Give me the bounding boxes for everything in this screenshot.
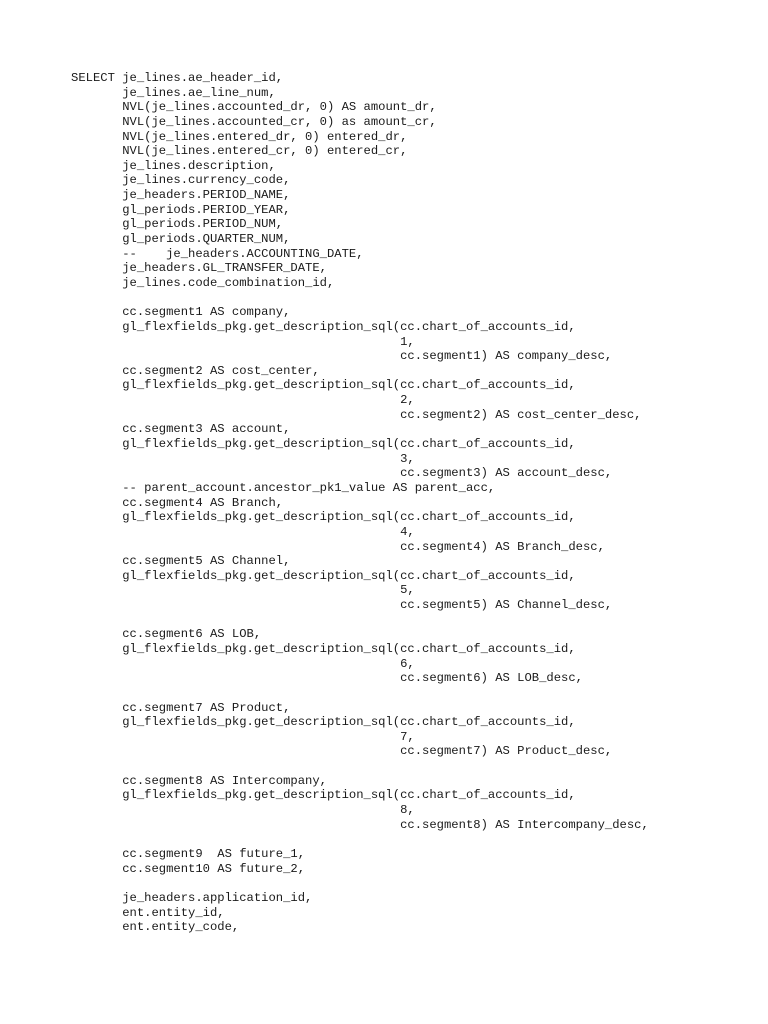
code-line: gl_periods.PERIOD_YEAR, bbox=[71, 202, 291, 217]
blank-line bbox=[71, 832, 649, 847]
code-line: -- parent_account.ancestor_pk1_value AS parent_acc, bbox=[71, 480, 496, 495]
code-line: 2, bbox=[71, 393, 415, 408]
code-line: cc.segment8) AS Intercompany_desc, bbox=[71, 817, 649, 832]
code-line: je_headers.PERIOD_NAME, bbox=[71, 188, 291, 203]
code-line: cc.segment10 AS future_2, bbox=[71, 861, 306, 876]
code-line: 6, bbox=[71, 656, 415, 671]
code-line: -- je_headers.ACCOUNTING_DATE, bbox=[71, 246, 364, 261]
code-line: je_lines.currency_code, bbox=[71, 173, 291, 188]
code-line: gl_flexfields_pkg.get_description_sql(cc.chart_of_accounts_id, bbox=[71, 437, 576, 452]
code-line: SELECT je_lines.ae_header_id, bbox=[71, 71, 284, 85]
code-line: cc.segment6 AS LOB, bbox=[71, 627, 262, 642]
code-line: gl_flexfields_pkg.get_description_sql(cc.chart_of_accounts_id, bbox=[71, 641, 576, 656]
code-line: 5, bbox=[71, 583, 415, 598]
code-line: 3, bbox=[71, 451, 415, 466]
code-line: 7, bbox=[71, 729, 415, 744]
blank-line bbox=[71, 759, 649, 774]
code-line: cc.segment8 AS Intercompany, bbox=[71, 773, 327, 788]
code-line: cc.segment4 AS Branch, bbox=[71, 495, 284, 510]
blank-line bbox=[71, 291, 649, 306]
sql-code-block bbox=[71, 71, 649, 935]
code-line: NVL(je_lines.entered_cr, 0) entered_cr, bbox=[71, 144, 408, 159]
code-line: gl_flexfields_pkg.get_description_sql(cc.chart_of_accounts_id, bbox=[71, 319, 576, 334]
code-line: NVL(je_lines.entered_dr, 0) entered_dr, bbox=[71, 129, 408, 144]
code-line: cc.segment2 AS cost_center, bbox=[71, 363, 320, 378]
code-line: gl_periods.QUARTER_NUM, bbox=[71, 232, 291, 247]
blank-line bbox=[71, 613, 649, 628]
code-line: 1, bbox=[71, 334, 415, 349]
code-line: je_lines.code_combination_id, bbox=[71, 275, 335, 290]
code-line: je_lines.ae_line_num, bbox=[71, 85, 276, 100]
code-line: 8, bbox=[71, 803, 415, 818]
code-line: cc.segment6) AS LOB_desc, bbox=[71, 671, 583, 686]
code-line: gl_flexfields_pkg.get_description_sql(cc.chart_of_accounts_id, bbox=[71, 510, 576, 525]
code-line: 4, bbox=[71, 524, 415, 539]
code-line: cc.segment1 AS company, bbox=[71, 305, 291, 320]
code-line: cc.segment3 AS account, bbox=[71, 422, 291, 437]
code-line: cc.segment5 AS Channel, bbox=[71, 554, 291, 569]
code-line: ent.entity_code, bbox=[71, 920, 240, 935]
code-line: gl_flexfields_pkg.get_description_sql(cc.chart_of_accounts_id, bbox=[71, 378, 576, 393]
code-line: cc.segment9 AS future_1, bbox=[71, 846, 306, 861]
code-line: ent.entity_id, bbox=[71, 905, 225, 920]
code-line: cc.segment7 AS Product, bbox=[71, 700, 291, 715]
code-line: gl_flexfields_pkg.get_description_sql(cc.chart_of_accounts_id, bbox=[71, 715, 576, 730]
code-line: cc.segment5) AS Channel_desc, bbox=[71, 598, 613, 613]
code-line: cc.segment4) AS Branch_desc, bbox=[71, 539, 605, 554]
code-line: je_headers.GL_TRANSFER_DATE, bbox=[71, 261, 327, 276]
code-line: cc.segment2) AS cost_center_desc, bbox=[71, 407, 642, 422]
code-line: cc.segment3) AS account_desc, bbox=[71, 466, 613, 481]
code-line: cc.segment1) AS company_desc, bbox=[71, 349, 613, 364]
code-line: gl_flexfields_pkg.get_description_sql(cc.chart_of_accounts_id, bbox=[71, 788, 576, 803]
code-line: NVL(je_lines.accounted_cr, 0) as amount_cr, bbox=[71, 114, 437, 129]
code-line: je_lines.description, bbox=[71, 158, 276, 173]
code-line: NVL(je_lines.accounted_dr, 0) AS amount_dr, bbox=[71, 100, 437, 115]
code-line: gl_flexfields_pkg.get_description_sql(cc.chart_of_accounts_id, bbox=[71, 568, 576, 583]
code-line: je_headers.application_id, bbox=[71, 890, 313, 905]
blank-line bbox=[71, 876, 649, 891]
code-line: gl_periods.PERIOD_NUM, bbox=[71, 217, 284, 232]
blank-line bbox=[71, 686, 649, 701]
code-line: cc.segment7) AS Product_desc, bbox=[71, 744, 613, 759]
